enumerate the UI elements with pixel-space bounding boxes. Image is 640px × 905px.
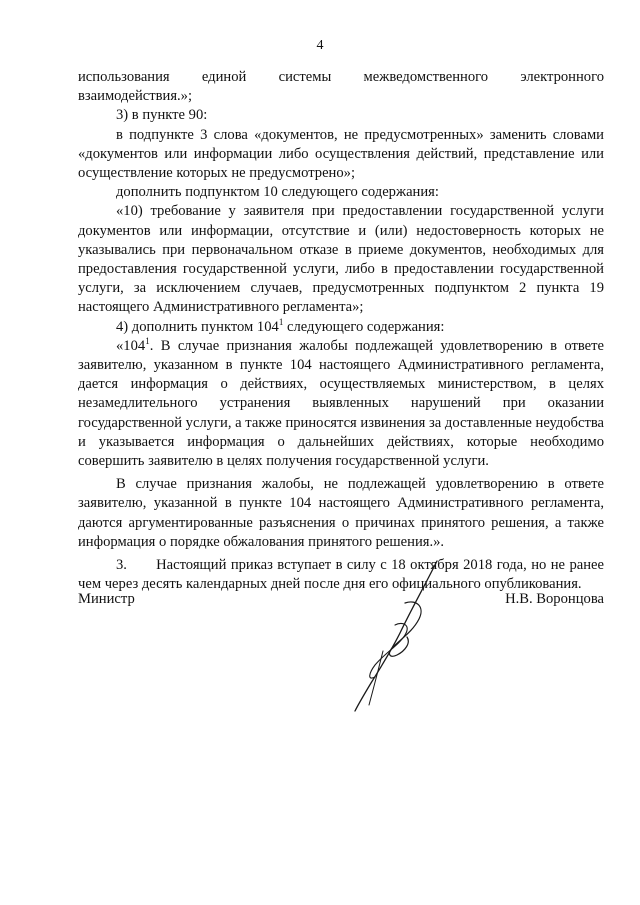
superscript: 1 — [145, 335, 150, 346]
paragraph-text: 4) дополнить пунктом 104 — [116, 318, 279, 335]
paragraph-subitem-10-text: «10) требование у заявителя при предоставлении государственной услуги документов или информации, отсутствие и (или) недостоверность которых не указывались при первоначальном отказе в приеме документов, необходимых для предоставления государственной услуги, либо в предоставлении государственной услуги, за исключением случаев, предусмотренных подпунктом 2 пункта 19 настоящего Административного регламента»; — [78, 203, 604, 316]
paragraph-continuation — [78, 68, 604, 106]
paragraph-add-subitem-10: дополнить подпунктом 10 следующего содержания: — [116, 184, 439, 201]
paragraph-item-104-1 — [78, 337, 604, 471]
page-number: 4 — [316, 38, 324, 53]
paragraph-text: . В случае признания жалобы подлежащей удовлетворению в ответе заявителю, указанном в пункте 104 настоящего Административного регламента, дается информация о действиях, осуществляемых министерством, в целях незамедлительного устранения выявленных нарушений при оказании государственной услуги, а также приносятся извинения за доставленные неудобства и указывается информация о дальнейших действиях, которые необходимо совершить заявителю в целях получения государственной услуги. — [78, 337, 604, 470]
superscript: 1 — [278, 316, 284, 327]
paragraph-text: следующего содержания: — [283, 318, 445, 335]
paragraph-item-4 — [78, 318, 604, 337]
paragraph-item-3-effective-date: 3. Настоящий приказ вступает в силу с 18 октября 2018 года, но не ранее чем через десять календарных дней после дня его официального опубликования. — [78, 557, 604, 593]
paragraph-complaint-rejected: В случае признания жалобы, не подлежащей удовлетворению в ответе заявителю, указанной в пункте 104 настоящего Административного регламента, даются аргументированные разъяснения о причинах принятого решения, а также информация о порядке обжалования принятого решения.». — [78, 476, 604, 550]
document-body — [78, 68, 604, 594]
handwritten-signature — [345, 555, 455, 715]
paragraph-subitem-3-text: в подпункте 3 слова «документов, не предусмотренных» заменить словами «документов или информации либо осуществления действий, представление или осуществление которых не предусмотрено»; — [78, 126, 604, 182]
paragraph-text: «104 — [116, 337, 146, 354]
paragraph-line: использования единой системы межведомственного электронного — [78, 69, 604, 85]
paragraph-item-3: 3) в пункте 90: — [116, 107, 208, 124]
paragraph-line: взаимодействия.»; — [78, 88, 193, 105]
signatory-name: Н.В. Воронцова — [505, 591, 604, 607]
signatory-title: Министр — [78, 591, 135, 607]
